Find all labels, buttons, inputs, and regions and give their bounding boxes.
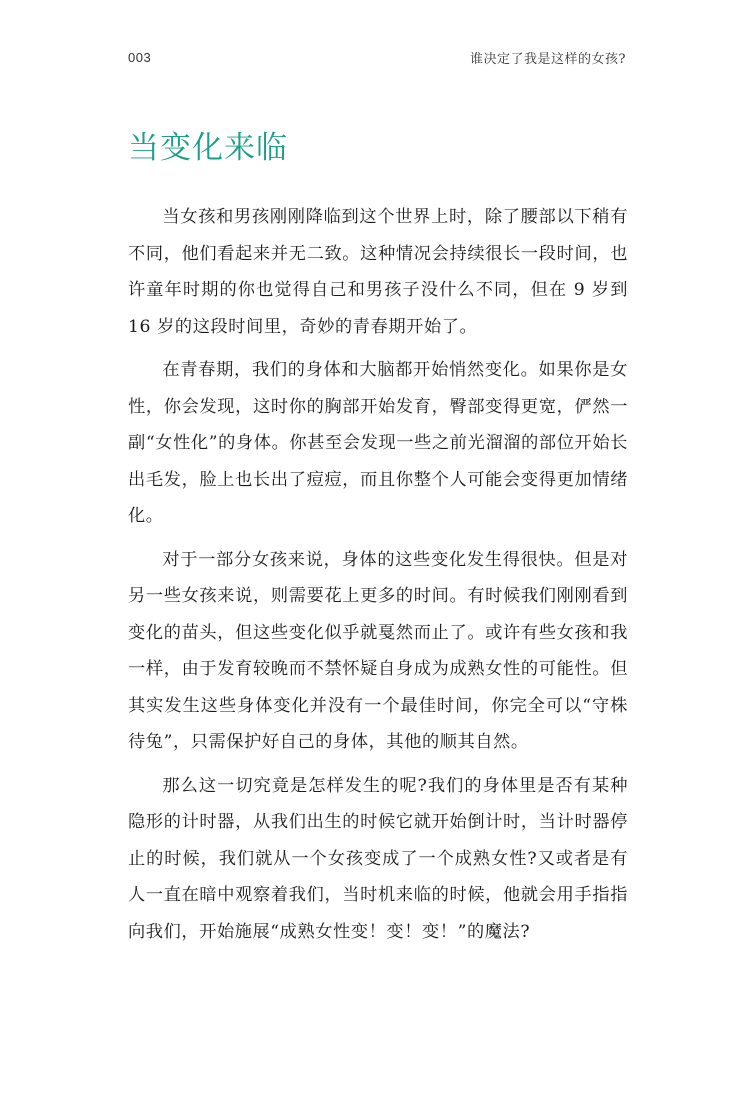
paragraph-4: 那么这一切究竟是怎样发生的呢?我们的身体里是否有某种隐形的计时器，从我们出生的时候它就开始倒计时，当计时器停止的时候，我们就从一个女孩变成了一个成熟女性?又或者是有人一直在暗中观察着我们，当时机来临的时候，他就会用手指指向我们，开始施展“成熟女性变！变！变！”的魔法?: [128, 775, 628, 942]
page-number: 003: [128, 50, 152, 65]
paragraph-2: 在青春期，我们的身体和大脑都开始悄然变化。如果你是女性，你会发现，这时你的胸部开始发育，臀部变得更宽，俨然一副“女性化”的身体。你甚至会发现一些之前光溜溜的部位开始长出毛发，脸上也长出了痘痘，而且你整个人可能会变得更加情绪化。: [128, 360, 628, 526]
chapter-title: 当变化来临: [128, 130, 288, 166]
paragraph-1: 当女孩和男孩刚刚降临到这个世界上时，除了腰部以下稍有不同，他们看起来并无二致。这种情况会持续很长一段时间，也许童年时期的你也觉得自己和男孩子没什么不同，但在 9 岁到 16 岁的这段时间里，奇妙的青春期开始了。: [128, 207, 628, 337]
paragraph-3: 对于一部分女孩来说，身体的这些变化发生得很快。但是对另一些女孩来说，则需要花上更多的时间。有时候我们刚刚看到变化的苗头，但这些变化似乎就戛然而止了。或许有些女孩和我一样，由于发育较晚而不禁怀疑自身成为成熟女性的可能性。但其实发生这些身体变化并没有一个最佳时间，你完全可以“守株待兔”，只需保护好自己的身体，其他的顺其自然。: [128, 549, 628, 752]
running-header-title: 谁决定了我是这样的女孩?: [470, 52, 626, 67]
body-text: [128, 199, 628, 957]
